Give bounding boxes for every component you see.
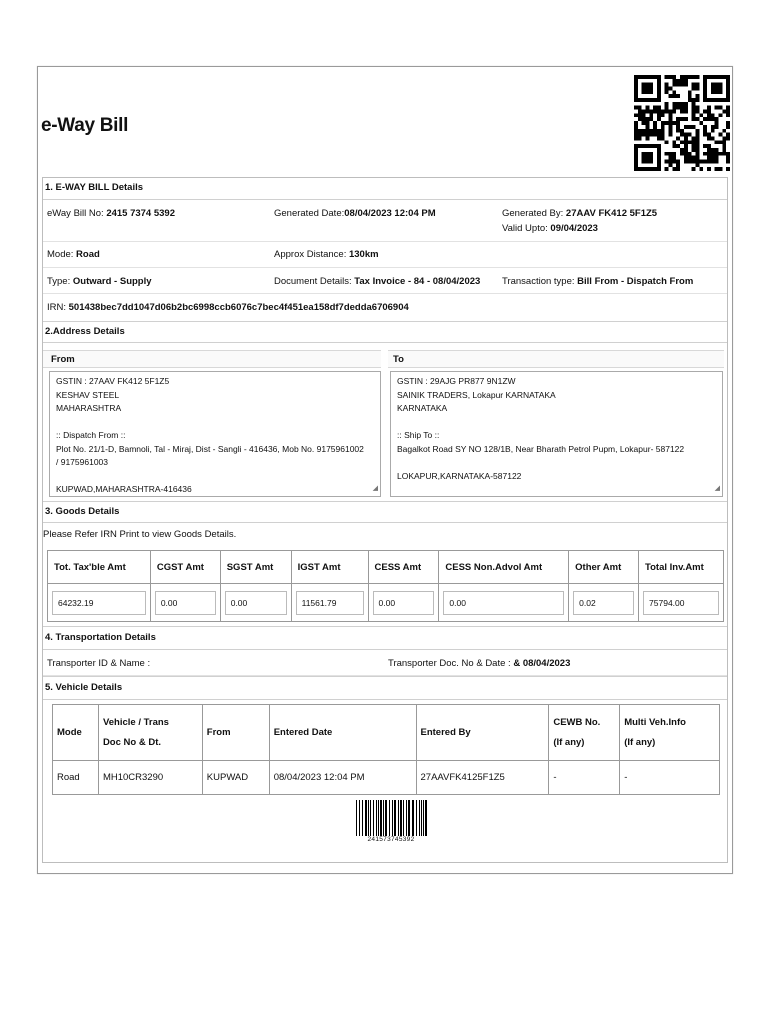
goods-cell bbox=[150, 584, 220, 622]
transaction-type-value: Bill From - Dispatch From bbox=[577, 276, 694, 287]
irn-value: 501438bec7dd1047d06b2bc6998ccb6076c7bec4f451ea158df7dedda6706904 bbox=[68, 302, 409, 313]
goods-value-field[interactable]: 0.00 bbox=[155, 591, 216, 615]
address-line: MAHARASHTRA bbox=[56, 403, 122, 413]
generated-date: Generated Date:08/04/2023 12:04 PM bbox=[274, 208, 436, 219]
ewb-row-3 bbox=[43, 268, 727, 294]
document-details-value: Tax Invoice - 84 - 08/04/2023 bbox=[354, 276, 481, 287]
valid-upto-value: 09/04/2023 bbox=[550, 223, 598, 234]
valid-upto: Valid Upto: 09/04/2023 bbox=[502, 223, 598, 234]
address-line: / 9175961003 bbox=[56, 457, 108, 467]
resize-grip-icon[interactable]: ◢ bbox=[372, 484, 378, 492]
to-label: To bbox=[388, 350, 724, 368]
goods-column-header: SGST Amt bbox=[220, 551, 291, 584]
vehicle-header-row bbox=[53, 705, 720, 761]
section-goods-details: 3. Goods Details bbox=[43, 501, 727, 523]
goods-note: Please Refer IRN Print to view Goods Details. bbox=[43, 529, 237, 540]
barcode-icon bbox=[355, 800, 427, 836]
vehicle-cell: - bbox=[549, 761, 620, 795]
goods-column-header: Total Inv.Amt bbox=[639, 551, 724, 584]
goods-value-field[interactable]: 75794.00 bbox=[643, 591, 719, 615]
vehicle-cell: 08/04/2023 12:04 PM bbox=[269, 761, 416, 795]
goods-values-row bbox=[48, 584, 724, 622]
section-address-details: 2.Address Details bbox=[43, 321, 727, 343]
goods-column-header: IGST Amt bbox=[291, 551, 368, 584]
address-line: :: Ship To :: bbox=[397, 430, 440, 440]
goods-value-field[interactable]: 0.02 bbox=[573, 591, 634, 615]
generated-by-value: 27AAV FK412 5F1Z5 bbox=[565, 208, 658, 219]
goods-value-field[interactable]: 0.00 bbox=[443, 591, 564, 615]
section-ewb-details: 1. E-WAY BILL Details bbox=[43, 178, 727, 200]
goods-column-header: CESS Amt bbox=[368, 551, 439, 584]
address-line: GSTIN : 29AJG PR877 9N1ZW bbox=[397, 376, 516, 386]
type: Type: Outward - Supply bbox=[47, 276, 152, 287]
goods-column-header: Other Amt bbox=[569, 551, 639, 584]
to-address-textarea[interactable] bbox=[390, 371, 723, 497]
ewb-row-1 bbox=[43, 200, 727, 242]
document-details: Document Details: Tax Invoice - 84 - 08/04/2023 bbox=[274, 276, 481, 287]
goods-value-field[interactable]: 0.00 bbox=[373, 591, 435, 615]
vehicle-column-header: Mode bbox=[53, 705, 99, 761]
transport-row bbox=[43, 650, 727, 676]
address-line bbox=[397, 456, 716, 470]
ewb-no-value: 2415 7374 5392 bbox=[106, 208, 175, 219]
address-line: LOKAPUR,KARNATAKA-587122 bbox=[397, 470, 522, 481]
goods-table bbox=[47, 550, 724, 622]
qr-code-icon bbox=[634, 75, 730, 171]
vehicle-column-header: From bbox=[202, 705, 269, 761]
goods-column-header: CGST Amt bbox=[150, 551, 220, 584]
address-line: KARNATAKA bbox=[397, 403, 448, 413]
mode: Mode: Road bbox=[47, 249, 100, 260]
address-line: Bagalkot Road SY NO 128/1B, Near Bharath Petrol Pupm, Lokapur- 587122 bbox=[397, 443, 685, 454]
from-address-textarea[interactable] bbox=[49, 371, 381, 497]
goods-value-field[interactable]: 11561.79 bbox=[296, 591, 364, 615]
transporter-doc-value: & 08/04/2023 bbox=[513, 658, 571, 669]
goods-cell bbox=[569, 584, 639, 622]
goods-cell bbox=[368, 584, 439, 622]
resize-grip-icon[interactable]: ◢ bbox=[714, 484, 720, 492]
goods-cell bbox=[48, 584, 151, 622]
address-line bbox=[56, 470, 374, 484]
goods-value-field[interactable]: 64232.19 bbox=[52, 591, 146, 615]
mode-value: Road bbox=[76, 249, 100, 260]
transporter-doc: Transporter Doc. No & Date : & 08/04/2023 bbox=[388, 658, 571, 669]
goods-value-field[interactable]: 0.00 bbox=[225, 591, 287, 615]
goods-header-row bbox=[48, 551, 724, 584]
vehicle-cell: - bbox=[620, 761, 720, 795]
approx-distance-value: 130km bbox=[348, 249, 379, 260]
vehicle-column-header: Vehicle / Trans Doc No & Dt. bbox=[98, 705, 202, 761]
generated-by: Generated By: 27AAV FK412 5F1Z5 bbox=[502, 208, 658, 219]
page-title: e-Way Bill bbox=[41, 115, 129, 136]
address-line: KESHAV STEEL bbox=[56, 389, 120, 400]
table-row bbox=[53, 761, 720, 795]
vehicle-table bbox=[52, 704, 720, 795]
to-address-lines bbox=[397, 375, 716, 483]
generated-date-value: 08/04/2023 12:04 PM bbox=[344, 208, 436, 219]
address-line bbox=[397, 416, 716, 430]
vehicle-cell: MH10CR3290 bbox=[98, 761, 202, 795]
vehicle-cell: Road bbox=[53, 761, 99, 795]
vehicle-cell: 27AAVFK4125F1Z5 bbox=[416, 761, 549, 795]
ewb-no: eWay Bill No: 2415 7374 5392 bbox=[47, 208, 175, 219]
vehicle-column-header: CEWB No. (If any) bbox=[549, 705, 620, 761]
type-value: Outward - Supply bbox=[72, 276, 152, 287]
section-vehicle-details: 5. Vehicle Details bbox=[43, 676, 727, 700]
approx-distance: Approx Distance: 130km bbox=[274, 249, 379, 260]
vehicle-column-header: Entered Date bbox=[269, 705, 416, 761]
irn: IRN: 501438bec7dd1047d06b2bc6998ccb6076c7bec4f451ea158df7dedda6706904 bbox=[47, 302, 409, 313]
transporter-id-label: Transporter ID & Name : bbox=[47, 658, 151, 669]
ewb-row-2 bbox=[43, 242, 727, 268]
vehicle-column-header: Multi Veh.Info (If any) bbox=[620, 705, 720, 761]
section-transportation-details: 4. Transportation Details bbox=[43, 626, 727, 650]
goods-column-header: Tot. Tax'ble Amt bbox=[48, 551, 151, 584]
barcode-number: 241573745392 bbox=[367, 836, 415, 843]
from-label: From bbox=[43, 350, 381, 368]
from-address-lines bbox=[56, 375, 374, 497]
address-line bbox=[56, 416, 374, 430]
goods-cell bbox=[639, 584, 724, 622]
goods-cell bbox=[291, 584, 368, 622]
address-line: SAINIK TRADERS, Lokapur KARNATAKA bbox=[397, 389, 556, 400]
transaction-type: Transaction type: Bill From - Dispatch From bbox=[502, 276, 694, 287]
goods-cell bbox=[439, 584, 569, 622]
goods-cell bbox=[220, 584, 291, 622]
ewb-row-irn bbox=[43, 294, 727, 320]
address-line: Plot No. 21/1-D, Bamnoli, Tal - Miraj, Dist - Sangli - 416436, Mob No. 9175961002 bbox=[56, 443, 364, 454]
vehicle-rows bbox=[53, 761, 720, 795]
vehicle-column-header: Entered By bbox=[416, 705, 549, 761]
eway-bill-sheet bbox=[37, 66, 733, 874]
goods-column-header: CESS Non.Advol Amt bbox=[439, 551, 569, 584]
address-line: GSTIN : 27AAV FK412 5F1Z5 bbox=[56, 376, 170, 386]
bill-body bbox=[42, 177, 728, 863]
address-line: KUPWAD,MAHARASHTRA-416436 bbox=[56, 484, 192, 494]
address-line: :: Dispatch From :: bbox=[56, 430, 126, 440]
vehicle-cell: KUPWAD bbox=[202, 761, 269, 795]
